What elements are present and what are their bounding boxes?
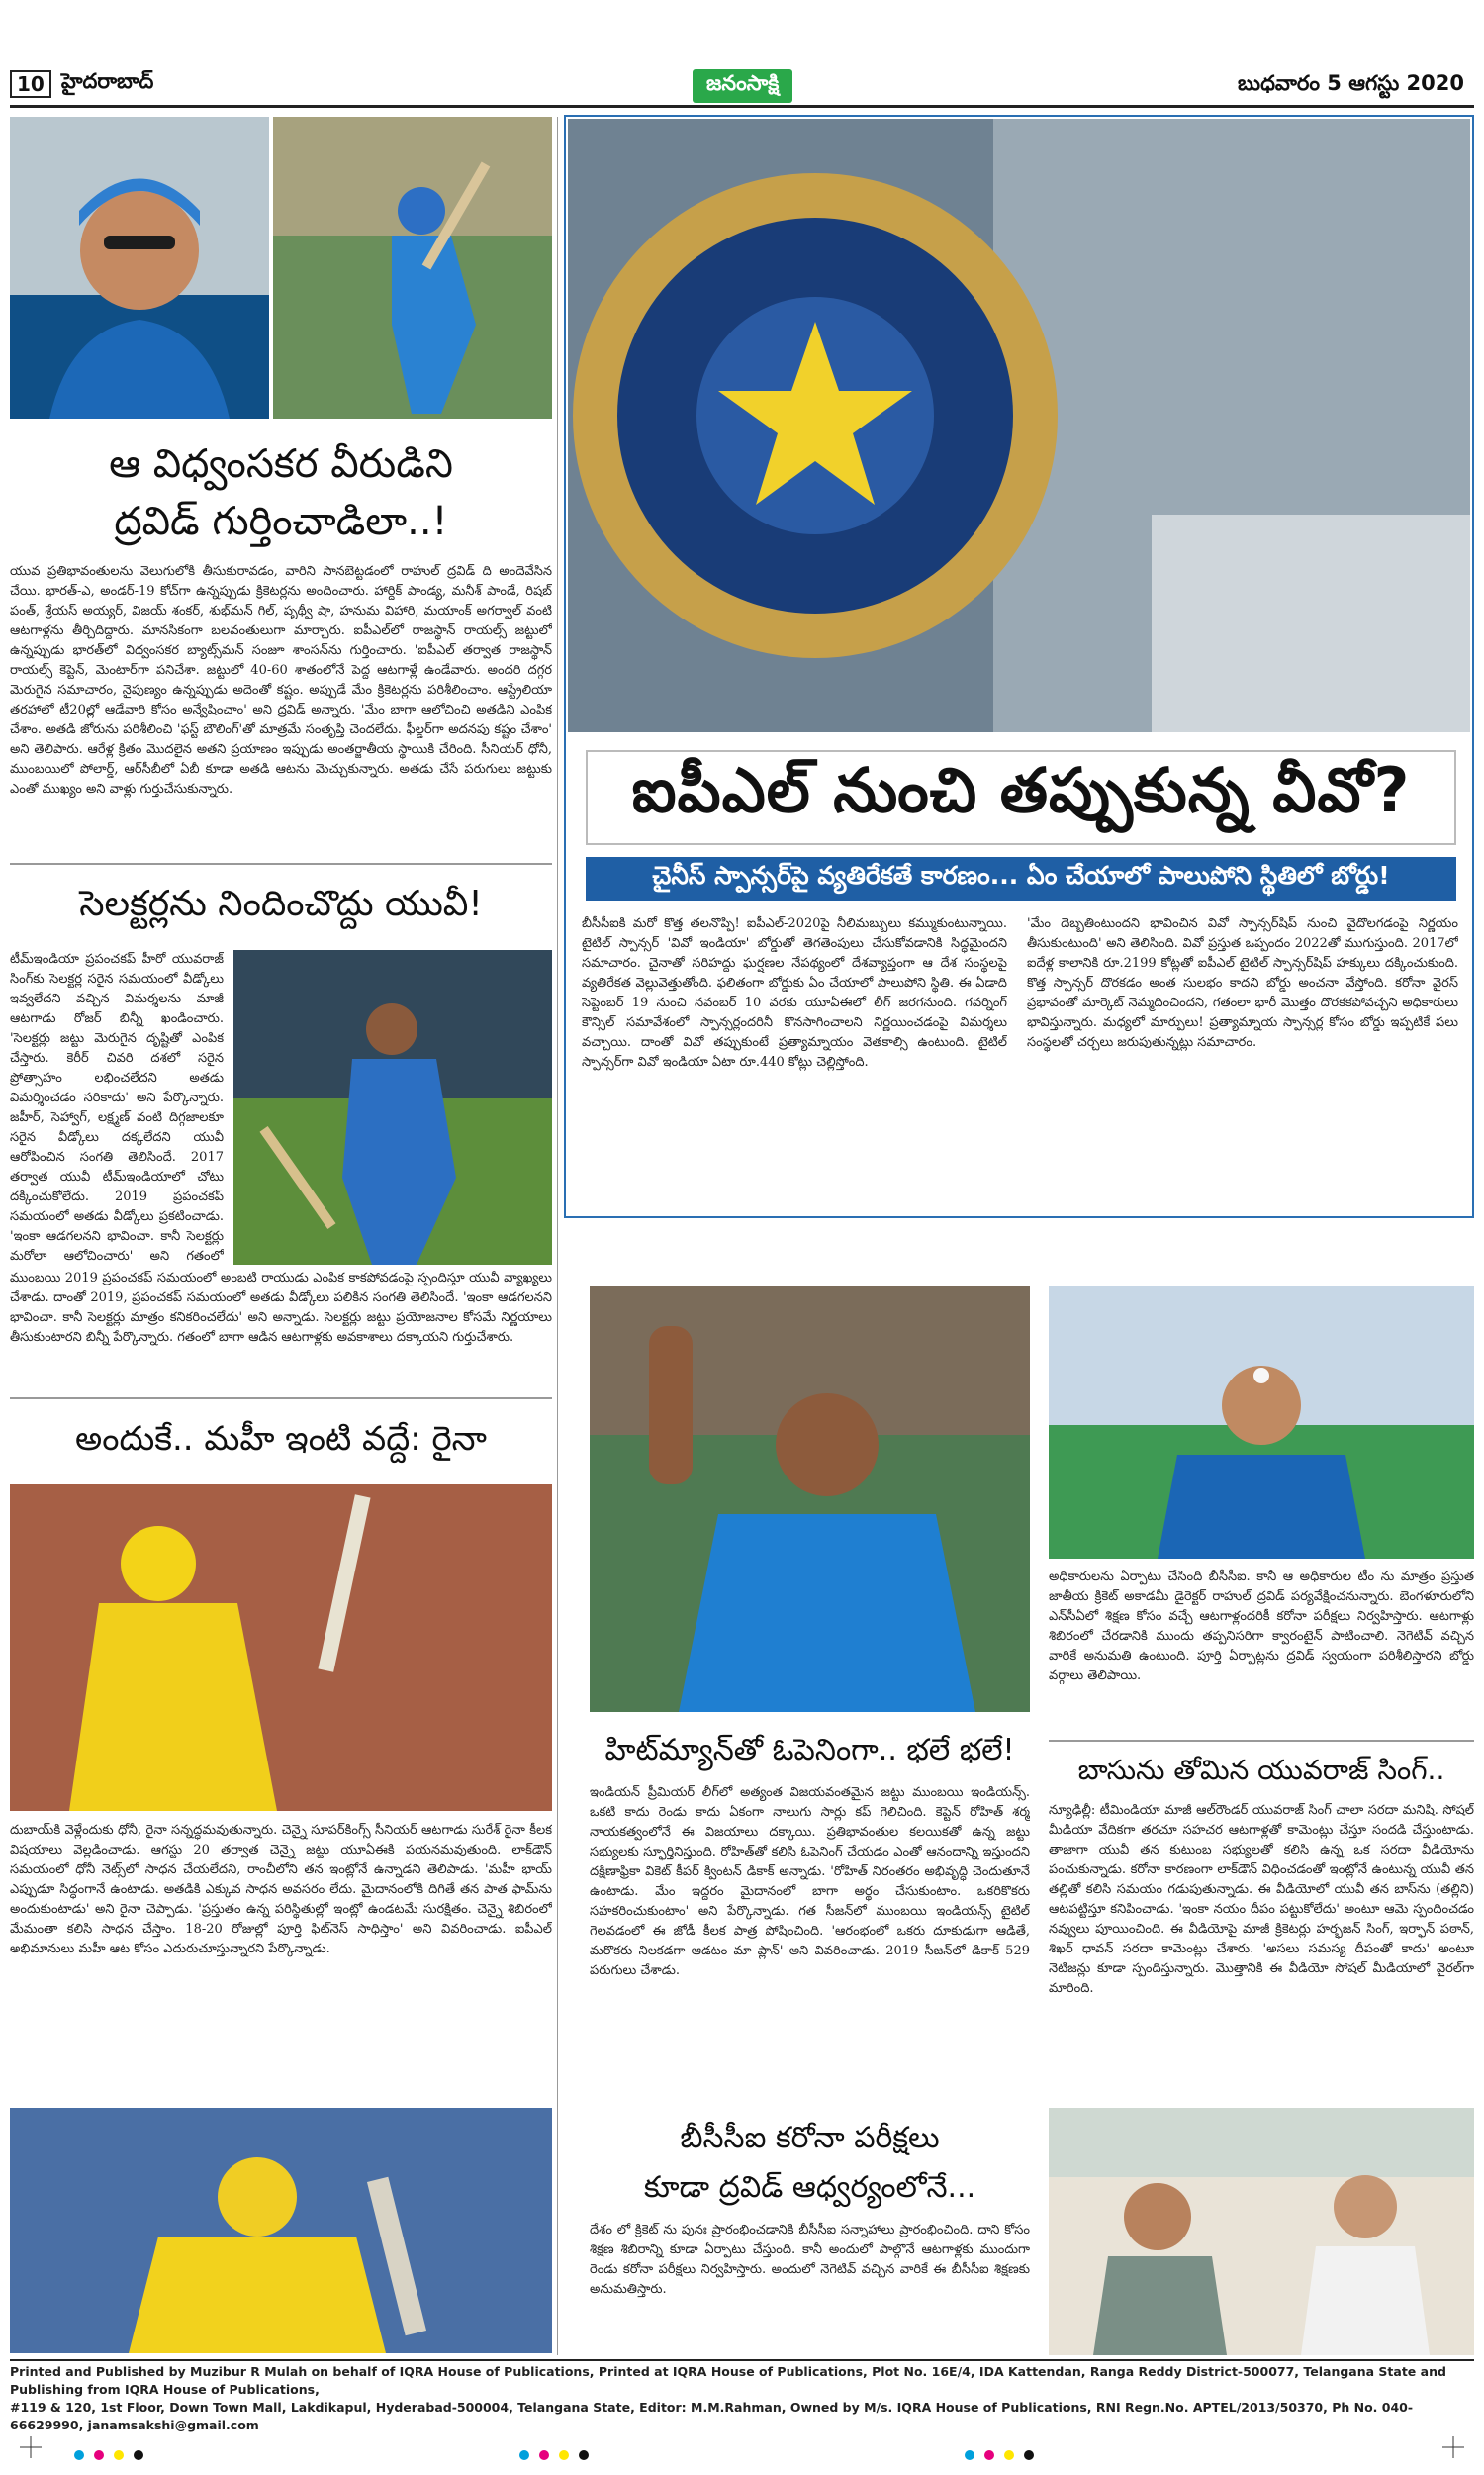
masthead-rule [10,105,1474,108]
corona-body: దేశం లో క్రికెట్ ను పునః ప్రారంభించడానికి బీసీసీఐ సన్నాహాలు ప్రారంభించింది. దాని కోసం శిక్షణ శిబిరాన్ని కూడా ఏర్పాటు చేస్తుంది. కానీ అందులో పాల్గొనే ఆటగాళ్లకు ముందుగా రెండు కరోనా పరీక్షలు నిర్వహిస్తారు. అందులో నెగెటివ్ వచ్చిన వారికే ఈ బీసీసీఐ శిక్షణకు అనుమతిస్తారు. [590,2223,1030,2297]
divider [10,1397,552,1399]
yuvraj-mother-photo [1049,2108,1474,2355]
yuvraj-boss-headline: బాసును తోమిన యువరాజ్ సింగ్.. [1077,1754,1445,1786]
raina-batting-photo [10,2108,552,2353]
imprint-line2: #119 & 120, 1st Floor, Down Town Mall, Lakdikapul, Hyderabad-500004, Telangana State, Editor: M.M.Rahman, Owned by M/s. IQRA House of Publications, RNI Regn.No. APTEL/2013/50370, Ph No. 040-66629990, janamsakshi@gmail.com [10,2400,1414,2432]
corona-headline-line2: కూడా ద్రవిడ్ ఆధ్వర్యంలోనే... [643,2170,976,2205]
divider [1049,1740,1474,1742]
column-divider [557,117,558,2355]
yuvi-selectors-body-cont: ముంబయి 2019 ప్రపంచకప్ సమయంలో అంబటి రాయుడు ఎంపిక కాకపోవడంపై స్పందిస్తూ యువీ వ్యాఖ్యలు చేశాడు. దాంతో 2019, ప్రపంచకప్ సమయంలో అతడు వీడ్కోలు పలికిన సంగతి తెలిసిందే. 'ఇంకా ఆడగలనని భావించా. కానీ సెలక్టర్లు మాత్రం కనికరించలేదు' అని అన్నాడు. సెలక్టర్లు జట్టు ప్రయోజనాల కోసమే నిర్ణయాలు తీసుకుంటారని బిన్నీ పేర్కొన్నారు. గతంలో బాగా ఆడిన ఆటగాళ్లకు అవకాశాలు దక్కాయని గుర్తుచేశారు. [10,1271,552,1345]
crop-mark [20,2436,42,2458]
masthead [0,69,1484,105]
raina-headline: అందుకే.. మహీ ఇంటి వద్దే: రైనా [75,1419,487,1459]
crop-mark [1442,2436,1464,2458]
yuvraj-batting-photo [233,950,552,1265]
yuvi-selectors-body: టీమ్‌ఇండియా ప్రపంచకప్ హీరో యువరాజ్ సింగ్‌కు సెలక్టర్ల సరైన సమయంలో వీడ్కోలు ఇవ్వలేదని వచ్చిన విమర్శలను మాజీ ఆటగాడు రోజర్ బిన్నీ ఖండించారు. 'సెలక్టర్లు జట్టు మెరుగైన దృష్టితో ఎంపిక చేస్తారు. కెరీర్ చివరి దశలో సరైన ప్రోత్సాహం లభించలేదని అతడు విమర్శించడం సరికాదు' అని పేర్కొన్నారు. జహీర్, సెహ్వాగ్, లక్ష్మణ్ వంటి దిగ్గజాలకూ సరైన వీడ్కోలు దక్కలేదని యువీ ఆరోపించిన సంగతి తెలిసిందే. 2017 తర్వాత యువీ టీమ్‌ఇండియాలో చోటు దక్కించుకోలేదు. 2019 ప్రపంచకప్ సమయంలో అతడు వీడ్కోలు ప్రకటించాడు. 'ఇంకా ఆడగలనని భావించా. కానీ సెలక్టర్లు మరోలా ఆలోచించారు' అని గతంలో [10,952,224,1264]
corona-headline [590,2114,1030,2213]
bcci-feature-box [564,115,1474,1218]
bcci-body-col2: 'మేం దెబ్బతింటుందని భావించిన వివో స్పాన్సర్‌షిప్ నుంచి వైదొలగడంపై నిర్ణయం తీసుకుంటుంది' అని తెలిసింది. వివో ప్రస్తుత ఒప్పందం 2022తో ముగుస్తుంది. 2017లో ఐదేళ్ల కాలానికి రూ.2199 కోట్లతో ఐపీఎల్ టైటిల్ స్పాన్సర్‌షిప్ హక్కులు దక్కించుకుంది. కొత్త స్పాన్సర్ దొరకడం అంత సులభం కాదని బోర్డు అంచనా వేస్తోంది. కరోనా వైరస్ ప్రభావంతో మార్కెట్ నెమ్మదించిందని, గతంలా భారీ మొత్తం దొరకకపోవచ్చని అధికారులు భావిస్తున్నారు. మధ్యలో మార్పులు! ప్రత్యామ్నాయ స్పాన్సర్ల కోసం బోర్డు ఇప్పటికే పలు సంస్థలతో చర్చలు జరుపుతున్నట్లు సమాచారం. [1027,916,1458,1050]
corona-headline-line1: బీసీసీఐ కరోనా పరీక్షలు [680,2121,940,2155]
dravid-headline [10,435,552,550]
dravid-headline-line1: ఆ విధ్వంసకర వీరుడిని [109,441,453,487]
dravid-story-body: యువ ప్రతిభావంతులను వెలుగులోకి తీసుకురావడం, వారిని సానబెట్టడంలో రాహుల్ ద్రవిడ్ ది అందెవేసిన చేయి. భారత్‌-ఎ, అండర్‌-19 కోచ్‌గా ఉన్నప్పుడు క్రికెటర్లను అందించారు. హార్దిక్ పాండ్య, మనీశ్ పాండే, రిషబ్ పంత్, శ్రేయస్ అయ్యర్, విజయ్ శంకర్, శుభ్‌మన్ గిల్, పృథ్వీ షా, హనుమ విహారి, మయాంక్ అగర్వాల్ వంటి ఆటగాళ్లను తీర్చిదిద్దారు. మానసికంగా బలవంతులుగా మార్చారు. ఐపీఎల్‌లో రాజస్థాన్ రాయల్స్ జట్టులో ఉన్నప్పుడు భారత్‌లో విధ్వంసకర బ్యాట్స్‌మన్ సంజూ శాంసన్‌ను గుర్తించారు. 'ఐపీఎల్ తర్వాత రాజస్థాన్ రాయల్స్ కెప్టెన్, మెంటార్‌గా పనిచేశా. జట్టులో 40-60 శాతంలోనే పెద్ద ఆటగాళ్లే ఉండేవారు. అందరి దగ్గర మెరుగైన సమాచారం, నైపుణ్యం ఉన్నప్పుడు అదెంతో కష్టం. అప్పుడే మేం క్రికెటర్లను పరిశీలించాం. ఆస్ట్రేలియా తరహాలో టీ20ల్లో ఆడేవారి కోసం అన్వేషించాం' అని ద్రవిడ్ అన్నారు. 'మేం బాగా ఆలోచించి అతడిని ఎంపిక చేశాం. అతడి జోరును పరిశీలించి 'ఫస్ట్ బౌలింగ్‌'తో మాత్రమే సంతృప్తి చెందలేదు. ఫీల్డర్‌గా అదనపు కష్టం చేశాం' అని తెలిపారు. ఆరేళ్ల క్రితం మొదలైన అతని ప్రయాణం ఇప్పుడు అంతర్జాతీయ స్థాయికి చేరింది. సీనియర్ ధోనీ, ముంబయిలో పోలార్డ్, ఆర్‌సీబీలో ఏబీ కూడా అతడి ఆటను మెచ్చుకున్నారు. అతడు చేసే పరుగులు జట్టుకు ఎంతో ముఖ్యం అని వాళ్లు గుర్తుచేసుకున్నారు. [10,564,552,797]
bcci-subheadline: చైనీస్ స్పాన్సర్‌పై వ్యతిరేకతే కారణం... ఏం చేయాలో పాలుపోని స్థితిలో బోర్డు! [586,857,1456,901]
sanju-batting-photo [273,117,552,419]
raina-story-body: దుబాయ్‌కి వెళ్లేందుకు ధోనీ, రైనా సన్నద్ధమవుతున్నారు. చెన్నై సూపర్‌కింగ్స్ సీనియర్ ఆటగాడు సురేశ్ రైనా కీలక విషయాలు వెల్లడించాడు. ఆగస్టు 20 తర్వాత చెన్నై జట్టు యూఏఈకి పయనమవుతుంది. లాక్‌డౌన్ సమయంలో ధోనీ నెట్స్‌లో సాధన చేయలేదని, రాంచీలోని తన ఇంట్లోనే ఉన్నాడని తెలిపాడు. 'మహీ భాయ్ ఎప్పుడూ సిద్ధంగానే ఉంటాడు. అతడికి ఎక్కువ సాధన అవసరం లేదు. మైదానంలోకి దిగితే తన పాత ఫామ్‌ను అందుకుంటాడు' అని రైనా చెప్పాడు. 'ప్రస్తుతం ఉన్న పరిస్థితుల్లో ఇంట్లో ఉండటమే సురక్షితం. చెన్నై శిబిరంలో మేమంతా కలిసి సాధన చేస్తాం. 18-20 రోజుల్లో పూర్తి ఫిట్‌నెస్ సాధిస్తాం' అని వివరించాడు. ఐపీఎల్ అభిమానులు మహీ ఆట కోసం ఎదురుచూస్తున్నారని పేర్కొన్నాడు. [10,1823,552,1956]
footer-rule [10,2359,1474,2361]
masthead-left [10,69,153,99]
city-name: హైదరాబాద్ [60,69,154,93]
yuvraj-boss-body: న్యూఢిల్లీ: టీమిండియా మాజీ ఆల్‌రౌండర్ యువరాజ్ సింగ్ చాలా సరదా మనిషి. సోషల్ మీడియా వేదికగా తరచూ సహచర ఆటగాళ్లతో కామెంట్లు చేస్తూ సందడి చేస్తుంటాడు. తాజాగా యువీ తన కుటుంబ సభ్యులతో కలిసి ఉన్న ఒక సరదా వీడియోను పంచుకున్నాడు. కరోనా కారణంగా లాక్‌డౌన్ విధించడంతో ఇంట్లోనే ఉంటున్న యువీ తన తల్లితో కలిసి సమయం గడుపుతున్నాడు. ఈ వీడియోలో యువీ తన బాస్‌ను (తల్లిని) ఆటపట్టిస్తూ కనిపించాడు. 'ఇంకా నయం దీపం పట్టుకోలేదు' అంటూ ఆమె స్పందించడం నవ్వులు పూయించింది. ఈ వీడియోపై మాజీ క్రికెటర్లు హర్భజన్ సింగ్, ఇర్ఫాన్ పఠాన్, శిఖర్ ధావన్ సరదా కామెంట్లు చేశారు. 'అసలు సమస్య దీపంతో కాదు' అంటూ నెటిజన్లు కూడా స్పందిస్తున్నారు. మొత్తానికి ఈ వీడియో సోషల్ మీడియాలో వైరల్‌గా మారింది. [1049,1803,1474,1996]
divider [10,863,552,865]
dravid-headline-line2: ద్రవిడ్ గుర్తించాడిలా..! [114,499,448,544]
rohit-headline: హిట్‌మ్యాన్‌తో ఓపెనింగా.. భలే భలే! [604,1733,1015,1767]
yuvi-selectors-headline: సెలక్టర్లను నిందించొద్దు యువీ! [79,884,483,924]
bcci-body-col1: బీసీసీఐకి మరో కొత్త తలనొప్పి! ఐపీఎల్-2020పై నీలిమబ్బులు కమ్ముకుంటున్నాయి. టైటిల్ స్పాన్సర్ 'వివో ఇండియా' బోర్డుతో తెగతెంపులు చేసుకోవడానికి సిద్ధమైందని సమాచారం. చైనాతో సరిహద్దు ఘర్షణల నేపథ్యంలో దేశవ్యాప్తంగా ఆ దేశ సంస్థలపై వ్యతిరేకత వెల్లువెత్తుతోంది. ఫలితంగా బోర్డుకు ఏం చేయాలో పాలుపోని స్థితి. ఈ ఏడాది సెప్టెంబర్ 19 నుంచి నవంబర్ 10 వరకు యూఏఈలో లీగ్ జరగనుంది. గవర్నింగ్ కౌన్సిల్ సమావేశంలో స్పాన్సర్లందరినీ కొనసాగించాలని నిర్ణయించడంపై విమర్శలు వచ్చాయి. దాంతో వివో తప్పుకుంటే ప్రత్యామ్నాయం వెతకాల్సి ఉంటుంది. టైటిల్ స్పాన్సర్‌గా వివో ఇండియా ఏటా రూ.440 కోట్లు చెల్లిస్తోంది. [582,916,1007,1070]
dravid-photo [10,117,269,419]
dravid-corona-body: అధికారులను ఏర్పాటు చేసింది బీసీసీఐ. కానీ ఆ అధికారుల టీం ను మాత్రం ప్రస్తుత జాతీయ క్రికెట్ అకాడమీ డైరెక్టర్ రాహుల్ ద్రవిడ్ పర్యవేక్షించనున్నారు. బెంగళూరులోని ఎన్‌సీఏలో శిక్షణ కోసం వచ్చే ఆటగాళ్లందరికీ కరోనా పరీక్షలు నిర్వహిస్తారు. ఆటగాళ్లు శిబిరంలో చేరడానికి ముందు తప్పనిసరిగా క్వారంటైన్ పాటించాలి. నెగెటివ్ వచ్చిన వారికే అనుమతి ఉంటుంది. పూర్తి ఏర్పాట్లను ద్రవిడ్ స్వయంగా పరిశీలిస్తారని బోర్డు వర్గాలు తెలిపాయి. [1049,1570,1474,1683]
rohit-celebration-photo [590,1286,1030,1712]
newspaper-logo: జనంసాక్షి [693,69,792,103]
rohit-story-body: ఇండియన్ ప్రీమియర్ లీగ్‌లో అత్యంత విజయవంతమైన జట్టు ముంబయి ఇండియన్స్. ఒకటి కాదు రెండు కాదు ఏకంగా నాలుగు సార్లు కప్ గెలిచింది. కెప్టెన్ రోహిత్ శర్మ నాయకత్వంలోనే ఈ విజయాలు దక్కాయి. ప్రతిభావంతుల కలయికతో ఉన్న జట్టు సభ్యులకు స్ఫూర్తినిస్తుంది. రోహిత్‌తో కలిసి ఓపెనింగ్ చేయడం ఎంతో ఆనందాన్ని ఇస్తుందని దక్షిణాఫ్రికా వికెట్ కీపర్ క్వింటన్ డికాక్ అన్నాడు. 'రోహిత్ నిరంతరం అభివృద్ధి చెందుతూనే ఉంటాడు. మేం ఇద్దరం మైదానంలో బాగా అర్థం చేసుకుంటాం. ఒకరికొకరు సహకరించుకుంటాం' అని పేర్కొన్నాడు. గత సీజన్‌లో ముంబయి ఇండియన్స్ టైటిల్ గెలవడంలో ఈ జోడీ కీలక పాత్ర పోషించింది. 'ఆరంభంలో ఒకరు దూకుడుగా ఆడితే, మరొకరు నిలకడగా ఆడటం మా ప్లాన్' అని వివరించాడు. 2019 సీజన్‌లో డికాక్ 529 పరుగులు చేశాడు. [590,1785,1030,1978]
color-registration-bar [59,2446,1425,2456]
imprint-line1: Printed and Published by Muzibur R Mulah on behalf of IQRA House of Publications, Printed at IQRA House of Publications, Plot No. 16E/4, IDA Kattendan, Ranga Reddy District-500077, Telangana State and Publishing from IQRA House of Publications, [10,2364,1446,2397]
imprint-footer [10,2363,1474,2434]
bcci-headline: ఐపీఎల్ నుంచి తప్పుకున్న వీవో? [586,750,1456,845]
page-number: 10 [10,70,51,98]
issue-date: బుధవారం 5 ఆగస్టు 2020 [1238,71,1464,95]
bcci-logo-photo [568,119,1470,732]
dravid-training-photo [1049,1286,1474,1559]
dhoni-batting-photo [10,1484,552,1811]
